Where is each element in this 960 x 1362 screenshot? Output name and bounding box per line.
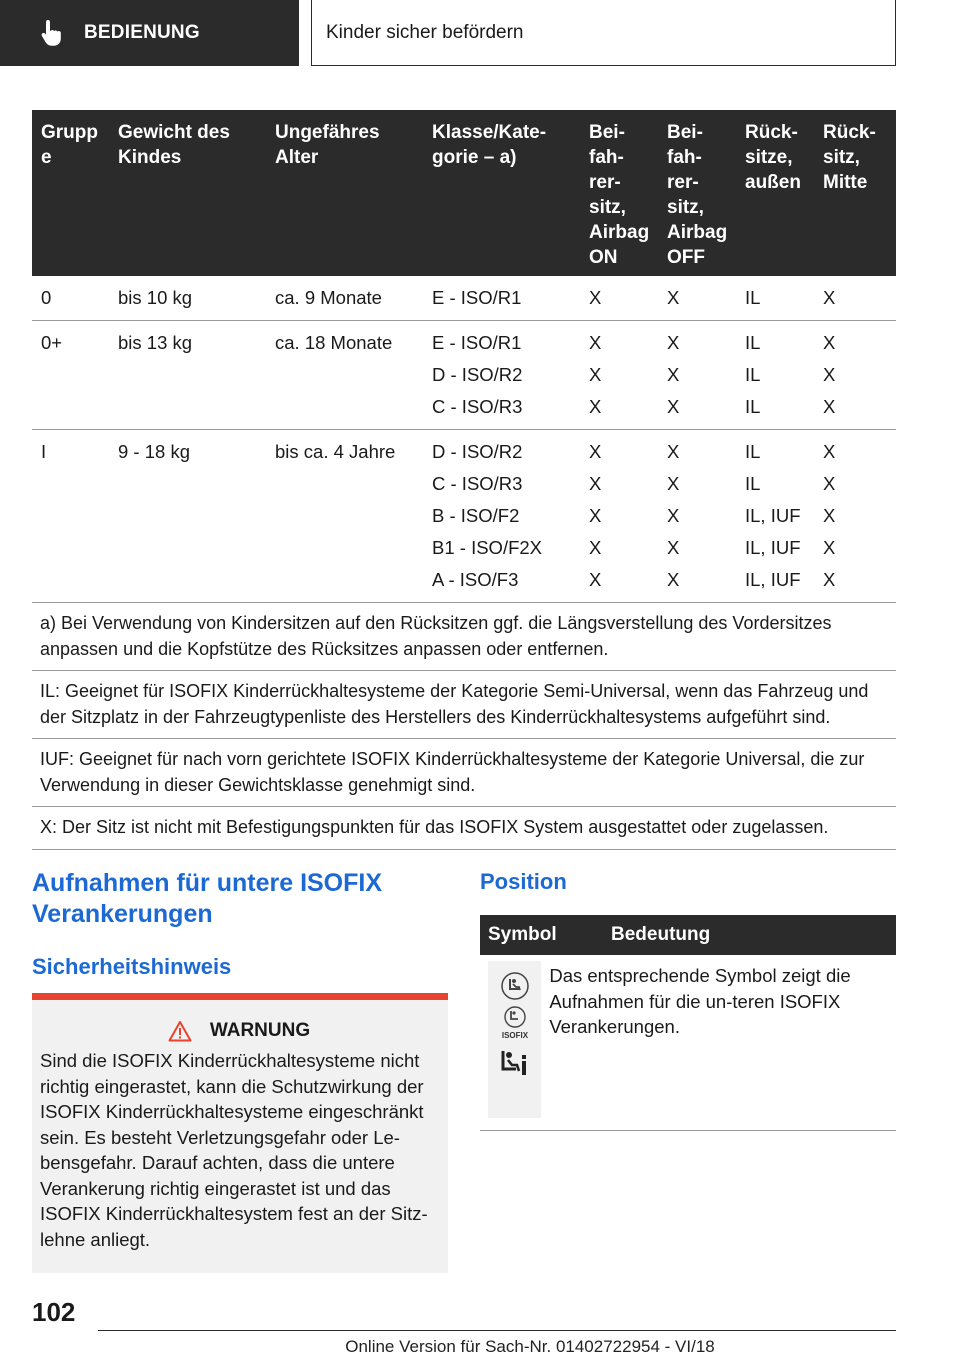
isofix-seat-icon <box>500 971 530 1001</box>
cell-rear-outer <box>736 430 814 602</box>
cell-airbag-on-value: X <box>589 332 602 353</box>
safety-subheading: Sicherheitshinweis <box>32 954 232 979</box>
cell-airbag-off-value: X <box>667 332 680 353</box>
cell-rear-outer-value: IL, IUF <box>745 569 801 590</box>
cell-group <box>32 430 109 602</box>
cell-airbag-off <box>658 430 736 602</box>
cell-class <box>423 321 580 429</box>
cell-group <box>32 276 109 320</box>
header-symbol: Symbol <box>488 924 557 945</box>
cell-rear-middle <box>814 430 896 602</box>
cell-rear-middle-value: X <box>823 537 836 558</box>
header-weight: Gewicht des Kindes <box>118 122 230 168</box>
cell-rear-outer-value: IL <box>745 364 761 385</box>
cell-airbag-on-value: X <box>589 287 602 308</box>
cell-airbag-on-value: X <box>589 537 602 558</box>
cell-rear-middle-value: X <box>823 396 836 417</box>
cell-class-value: C - ISO/R3 <box>432 473 523 494</box>
warning-box <box>32 993 448 1273</box>
cell-group-value: I <box>41 441 47 462</box>
cell-airbag-on <box>580 276 658 320</box>
cell-group <box>32 321 109 429</box>
cell-rear-outer <box>736 276 814 320</box>
cell-class-value: E - ISO/R1 <box>432 332 522 353</box>
cell-age <box>266 321 423 429</box>
cell-airbag-off-value: X <box>667 441 680 462</box>
cell-rear-middle <box>814 276 896 320</box>
cell-airbag-off-value: X <box>667 473 680 494</box>
chapter-title: Kinder sicher befördern <box>311 0 896 66</box>
warning-title: WARNUNG <box>209 1020 311 1041</box>
table-row <box>32 430 896 603</box>
cell-airbag-off-value: X <box>667 537 680 558</box>
cell-class-value: B - ISO/F2 <box>432 505 520 526</box>
cell-airbag-off-value: X <box>667 505 680 526</box>
table-footnote: IUF: Geeignet für nach vorn gerichtete ISOFIX Kinderrückhaltesysteme der Kategorie Universal, die zur Verwendung in dieser Gewichtsklasse genehmigt sind. <box>32 739 896 807</box>
cell-class-value: D - ISO/R2 <box>432 364 523 385</box>
cell-rear-outer-value: IL <box>745 287 761 308</box>
cell-weight <box>109 321 266 429</box>
cell-airbag-on-value: X <box>589 505 602 526</box>
section-heading: Aufnahmen für untere ISOFIX Verankerungen <box>32 869 383 928</box>
section-tab <box>0 0 299 66</box>
isofix-info-icon <box>499 1047 531 1081</box>
isofix-label-icon <box>498 1005 532 1041</box>
cell-rear-middle-value: X <box>823 505 836 526</box>
isofix-symbol-meaning: Das entsprechende Symbol zeigt die Aufnahmen für die un-teren ISOFIX Verankerungen. <box>549 965 851 1037</box>
footer-text: Online Version für Sach-Nr. 01402722954 - VI/18 <box>345 1337 715 1356</box>
cell-class-value: A - ISO/F3 <box>432 569 519 590</box>
cell-airbag-on-value: X <box>589 364 602 385</box>
cell-class-value: B1 - ISO/F2X <box>432 537 543 558</box>
cell-rear-middle-value: X <box>823 287 836 308</box>
header-class: Klasse/Kate- gorie – a) <box>432 122 547 168</box>
cell-weight-value: bis 10 kg <box>118 287 193 308</box>
cell-weight <box>109 276 266 320</box>
isofix-symbol-cell <box>488 961 541 1118</box>
table-footnote: a) Bei Verwendung von Kindersitzen auf den Rücksitzen ggf. die Längsverstellung des Vordersitzes anpassen und die Kopfstütze des Rücksitzes anpassen oder entfernen. <box>32 603 896 671</box>
cell-age <box>266 276 423 320</box>
header-rear-middle: Rück- sitz, Mitte <box>823 122 876 193</box>
isofix-symbol-label: ISOFIX <box>501 1031 528 1040</box>
cell-group-value: 0+ <box>41 332 63 353</box>
cell-age-value: ca. 18 Monate <box>275 332 393 353</box>
header-age: Ungefähres Alter <box>275 122 380 168</box>
cell-rear-middle-value: X <box>823 441 836 462</box>
table-footnote: IL: Geeignet für ISOFIX Kinderrückhaltesysteme der Kategorie Semi-Universal, wenn das Fahrzeug und der Sitzplatz in der Fahrzeugtypenliste des Herstellers des Kinderrückhaltesystems aufgeführt sind. <box>32 671 896 739</box>
header-airbag-off: Bei- fah- rer- sitz, Airbag OFF <box>667 122 728 268</box>
warning-text: Sind die ISOFIX Kinderrückhaltesysteme nicht richtig eingerastet, kann die Schutzwirkung der ISOFIX Kinderrückhaltesysteme eingeschränkt sein. Es besteht Verletzungsgefahr oder Le-bensgefahr. Darauf achten, dass die untere Verankerung richtig eingerastet ist und das ISOFIX Kinderrückhaltesystem fest an der Sitz-lehne anliegt. <box>40 1050 428 1250</box>
cell-rear-outer-value: IL <box>745 332 761 353</box>
cell-rear-middle-value: X <box>823 364 836 385</box>
page-number: 102 <box>32 1297 76 1327</box>
cell-weight-value: bis 13 kg <box>118 332 193 353</box>
cell-class-value: E - ISO/R1 <box>432 287 522 308</box>
cell-age <box>266 430 423 602</box>
cell-airbag-on-value: X <box>589 441 602 462</box>
table-row <box>32 321 896 430</box>
header-rear-outer: Rück- sitze, außen <box>745 122 801 193</box>
cell-group-value: 0 <box>41 287 52 308</box>
section-label: BEDIENUNG <box>84 22 200 43</box>
cell-age-value: ca. 9 Monate <box>275 287 382 308</box>
cell-airbag-off-value: X <box>667 396 680 417</box>
cell-rear-outer-value: IL <box>745 396 761 417</box>
cell-airbag-on <box>580 321 658 429</box>
cell-airbag-off-value: X <box>667 287 680 308</box>
cell-rear-middle <box>814 321 896 429</box>
pointing-hand-icon <box>40 20 62 46</box>
cell-airbag-on <box>580 430 658 602</box>
position-heading: Position <box>480 869 567 894</box>
cell-weight <box>109 430 266 602</box>
cell-airbag-on-value: X <box>589 569 602 590</box>
cell-class-value: D - ISO/R2 <box>432 441 523 462</box>
cell-rear-outer <box>736 321 814 429</box>
cell-airbag-off <box>658 276 736 320</box>
table-footnote: X: Der Sitz ist nicht mit Befestigungspunkten für das ISOFIX System ausgestattet oder zugelassen. <box>32 807 896 850</box>
position-table <box>480 915 896 1131</box>
cell-rear-middle-value: X <box>823 332 836 353</box>
warning-triangle-icon <box>168 1020 192 1042</box>
isofix-table <box>32 110 896 850</box>
cell-rear-middle-value: X <box>823 569 836 590</box>
position-table-header <box>480 915 896 955</box>
header-airbag-on: Bei- fah- rer- sitz, Airbag ON <box>589 122 650 268</box>
cell-rear-outer-value: IL <box>745 441 761 462</box>
position-row <box>480 955 896 1131</box>
warning-header <box>40 1020 438 1042</box>
cell-weight-value: 9 - 18 kg <box>118 441 190 462</box>
cell-rear-outer-value: IL, IUF <box>745 537 801 558</box>
cell-airbag-on-value: X <box>589 473 602 494</box>
cell-airbag-off-value: X <box>667 364 680 385</box>
header-meaning: Bedeutung <box>611 924 711 945</box>
cell-rear-outer-value: IL, IUF <box>745 505 801 526</box>
footer-divider <box>98 1330 896 1331</box>
cell-class <box>423 276 580 320</box>
cell-class-value: C - ISO/R3 <box>432 396 523 417</box>
page-header <box>0 0 960 66</box>
cell-rear-middle-value: X <box>823 473 836 494</box>
table-header <box>32 110 896 276</box>
cell-airbag-off-value: X <box>667 569 680 590</box>
cell-age-value: bis ca. 4 Jahre <box>275 441 396 462</box>
header-group: Grupp e <box>41 122 98 168</box>
cell-airbag-off <box>658 321 736 429</box>
table-row <box>32 276 896 321</box>
cell-airbag-on-value: X <box>589 396 602 417</box>
cell-rear-outer-value: IL <box>745 473 761 494</box>
cell-class <box>423 430 580 602</box>
